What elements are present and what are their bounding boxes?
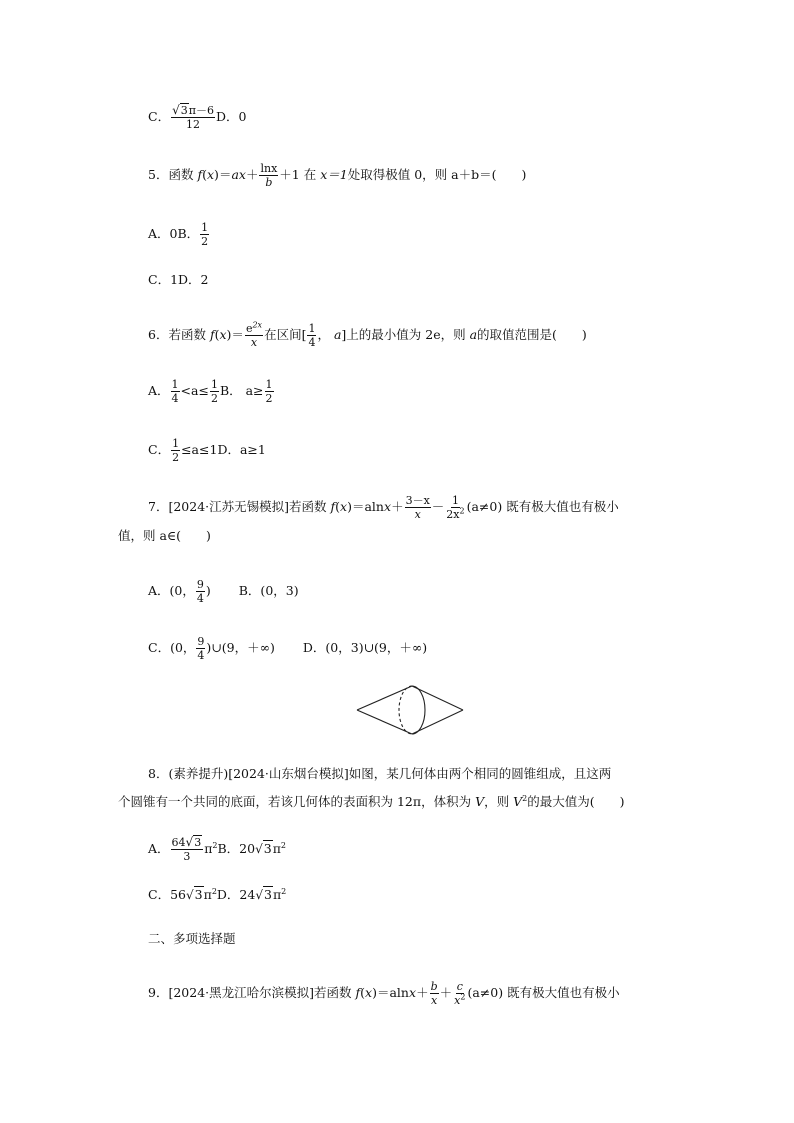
q4-option-c: C． $\frac{√3\pi-6}{12}$ D．0 bbox=[148, 103, 247, 131]
cone-right-upper-edge bbox=[412, 686, 463, 710]
q7-options-ab: A．(0， $\frac{9}{4}$ ) B．(0，3) bbox=[148, 578, 299, 605]
q8-stem-line1: 8．(素养提升)[2024·山东烟台模拟]如图，某几何体由两个相同的圆锥组成，且这两 bbox=[148, 766, 612, 781]
q5-stem: 5．函数 f(x)＝ax＋ $\frac{\ln x}{b}$ ＋1 在 x＝1处取得极值 0，则 a＋b＝( ) bbox=[148, 162, 527, 189]
base-ellipse-front bbox=[412, 686, 425, 734]
q9-fraction-2: $\frac{c}{x^2}$ bbox=[454, 980, 466, 1007]
q8-options-ab: A． $\frac{64√3}{3}$ $\pi^2B$．$20√3\pi^2$ bbox=[148, 835, 287, 863]
q6-fraction: $\frac{e^{2x}}{x}$ bbox=[245, 320, 263, 349]
q8-stem-line2: 个圆锥有一个共同的底面，若该几何体的表面积为 12π，体积为 V，则 $V^2$的最大值为( ) bbox=[118, 793, 625, 809]
base-ellipse-back bbox=[399, 686, 412, 734]
q7-fraction-2: $\frac{1}{2x^2}$ bbox=[446, 494, 465, 521]
q5-fraction: $\frac{\ln x}{b}$ bbox=[260, 162, 278, 189]
q4-option-c-fraction: $\frac{√3\pi-6}{12}$ bbox=[172, 103, 214, 131]
q7-stem: 7．[2024·江苏无锡模拟]若函数 f(x)＝alnx＋ $\frac{3-x}{x}$ － $\frac{1}{2x^2}$ (a≠0) 既有极大值也有极小 bbox=[148, 494, 619, 521]
q5-options-ab: A．0B． $\frac{1}{2}$ bbox=[148, 221, 209, 248]
q5-options-cd: C．1D．2 bbox=[148, 272, 209, 287]
q8-options-cd: C．$56√3\pi^2D$．$24√3\pi^2$ bbox=[148, 886, 287, 902]
cone-left-upper-edge bbox=[357, 686, 412, 710]
cone-right-lower-edge bbox=[412, 710, 463, 734]
section-heading-multiple-choice: 二、多项选择题 bbox=[148, 931, 236, 946]
q7-stem-line2: 值，则 a∈( ) bbox=[118, 528, 211, 543]
q6-stem: 6．若函数 f(x)＝ $\frac{e^{2x}}{x}$ 在区间[ $\frac{1}{4}$ ， a]上的最小值为 2e，则 a的取值范围是( ) bbox=[148, 320, 587, 349]
q9-fraction-1: $\frac{b}{x}$ bbox=[430, 980, 438, 1007]
q7-fraction-1: $\frac{3-x}{x}$ bbox=[405, 494, 430, 521]
cone-left-lower-edge bbox=[357, 710, 412, 734]
q9-stem: 9．[2024·黑龙江哈尔滨模拟]若函数 f(x)＝alnx＋ $\frac{b}{x}$ ＋ $\frac{c}{x^2}$ (a≠0) 既有极大值也有极小 bbox=[148, 980, 620, 1007]
q4-option-d: D．0 bbox=[215, 109, 247, 124]
q6-options-cd: C． $\frac{1}{2}$ ≤a≤1D．a≥1 bbox=[148, 437, 266, 464]
q6-options-ab: A． $\frac{1}{4}$ <a≤ $\frac{1}{2}$ B． a≥ $\frac{1}{2}$ bbox=[148, 378, 273, 405]
double-cone-shape bbox=[357, 686, 463, 734]
q7-options-cd: C．(0， $\frac{9}{4}$ )∪(9，＋∞) D．(0，3)∪(9，＋∞) bbox=[148, 635, 428, 662]
